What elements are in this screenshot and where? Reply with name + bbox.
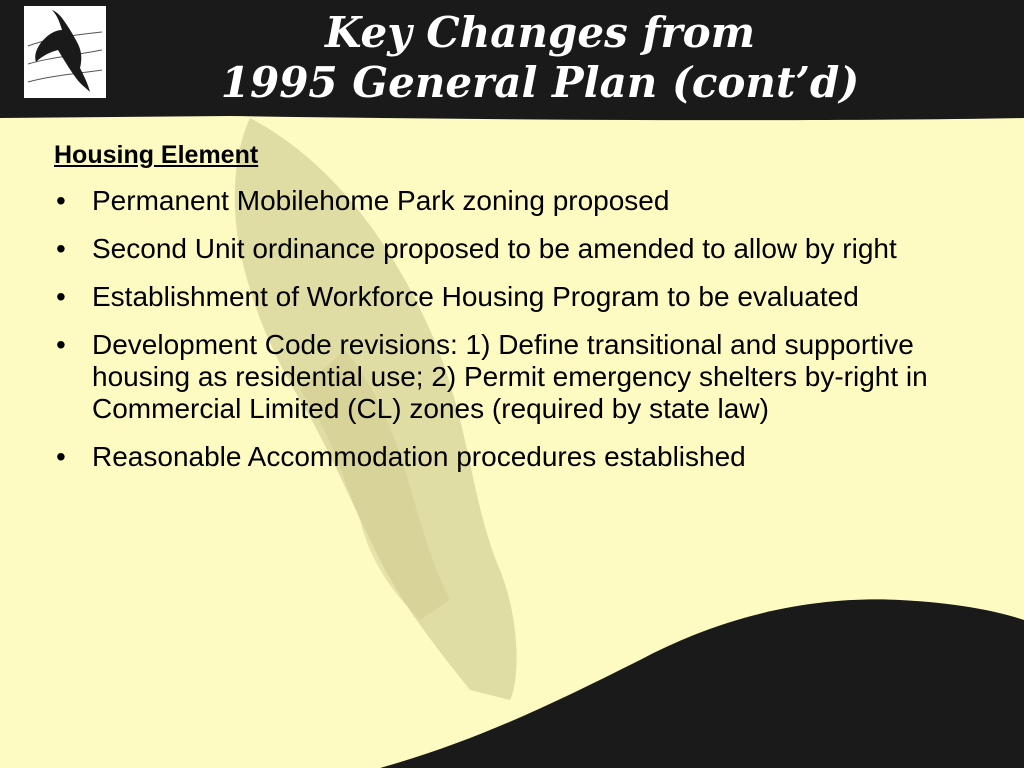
section-heading: Housing Element (54, 141, 259, 169)
bullet-glyph: • (56, 185, 66, 216)
bullet-glyph: • (56, 233, 66, 264)
bullet-glyph: • (56, 281, 66, 312)
bird-icon (24, 6, 106, 98)
list-item (54, 281, 974, 313)
bullet-text: Establishment of Workforce Housing Program to be evaluated (92, 281, 859, 312)
list-item (54, 185, 974, 217)
bullet-text: Development Code revisions: 1) Define transitional and supportive housing as residential use; 2) Permit emergency shelters by-right in Commercial Limited (CL) zones (required by state law) (92, 329, 928, 424)
list-item (54, 329, 974, 425)
slide-title-line-1: Key Changes from (324, 8, 756, 57)
slide-body (54, 139, 974, 489)
bullet-text: Permanent Mobilehome Park zoning proposed (92, 185, 670, 216)
bullet-list (54, 185, 974, 473)
bullet-text: Reasonable Accommodation procedures established (92, 441, 746, 472)
list-item (54, 233, 974, 265)
bullet-glyph: • (56, 329, 66, 360)
slide-title-line-2: 1995 General Plan (cont’d) (220, 58, 860, 107)
slide-title (110, 8, 970, 108)
bullet-glyph: • (56, 441, 66, 472)
bullet-text: Second Unit ordinance proposed to be amended to allow by right (92, 233, 897, 264)
logo (24, 6, 106, 98)
list-item (54, 441, 974, 473)
